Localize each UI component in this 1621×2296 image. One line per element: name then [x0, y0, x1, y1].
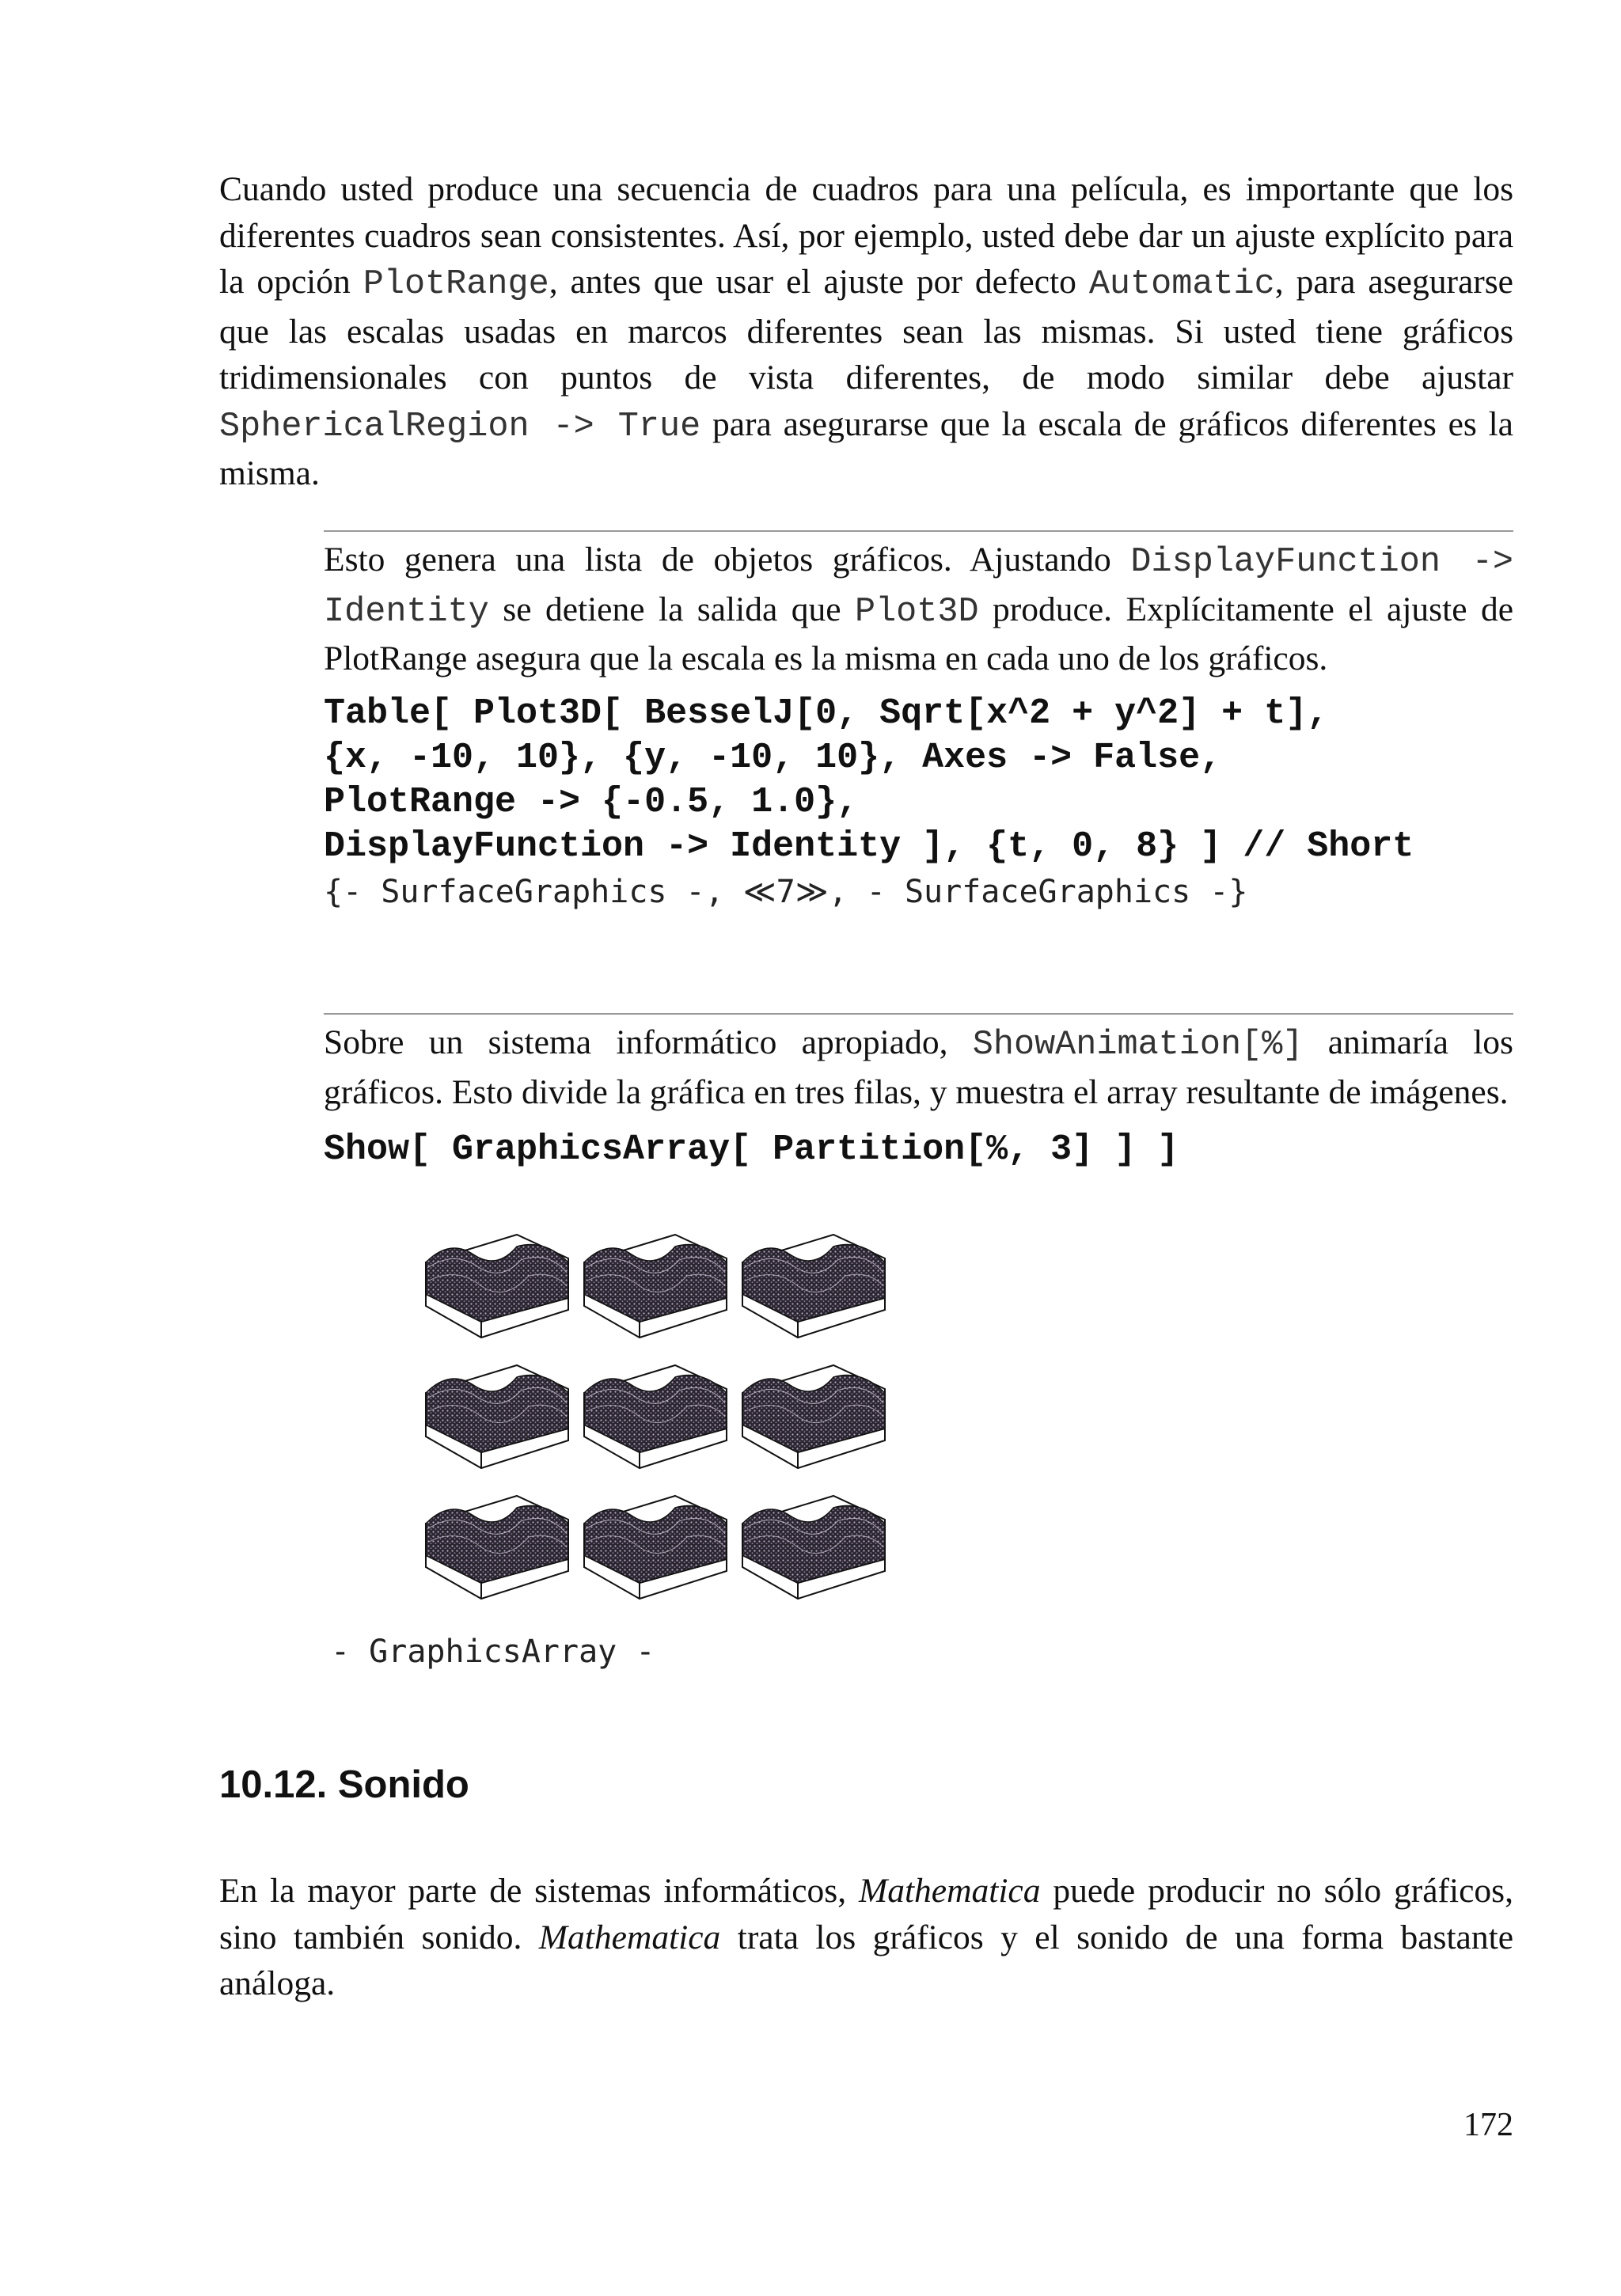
surface-frame-1 — [426, 1235, 568, 1338]
code-line: Table[ Plot3D[ BesselJ[0, Sqrt[x^2 + y^2] + t], — [324, 693, 1329, 734]
inline-code-automatic: Automatic — [1088, 265, 1275, 304]
section-divider — [324, 1013, 1513, 1015]
text-span: Cuando usted produce una secuencia de cuadros para una película, es importante que los diferentes cuadros sean consistentes. Así, por ejemplo, usted debe dar un ajuste explícito para la opción — [219, 170, 1513, 301]
text-span: produce. Explícitamente el ajuste de PlotRange asegura que la escala es la misma en cada uno de los gráficos. — [324, 590, 1513, 677]
text-span: para asegurarse que la escala de gráficos diferentes es la misma. — [219, 404, 1513, 492]
table-example-block — [324, 537, 1513, 912]
code-line: DisplayFunction -> Identity ], {t, 0, 8} ] // Short — [324, 825, 1414, 867]
code-line: PlotRange -> {-0.5, 1.0}, — [324, 781, 859, 822]
text-span: Sobre un sistema informático apropiado, — [324, 1023, 973, 1061]
emphasis-mathematica: Mathematica — [858, 1872, 1041, 1910]
section-divider — [324, 530, 1513, 532]
table-explanation — [324, 537, 1513, 682]
page-number: 172 — [1463, 2107, 1513, 2143]
surface-frame-2 — [584, 1235, 727, 1338]
section-heading: 10.12. Sonido — [219, 1763, 469, 1806]
surface-frame-4 — [426, 1365, 568, 1468]
text-span: trata los gráficos y el sonido de una forma bastante análoga. — [219, 1918, 1514, 2002]
text-span: En la mayor parte de sistemas informáticos, — [219, 1872, 859, 1910]
text-span: Esto genera una lista de objetos gráficos. Ajustando — [324, 541, 1131, 579]
animation-explanation — [324, 1019, 1513, 1115]
surface-frame-9 — [742, 1496, 885, 1599]
text-span: se detiene la salida que — [488, 590, 855, 628]
output-cell-graphicsarray: - GraphicsArray - — [331, 1634, 655, 1670]
text-span: , antes que usar el ajuste por defecto — [549, 263, 1089, 301]
emphasis-mathematica: Mathematica — [538, 1918, 721, 1956]
surface-frame-7 — [426, 1496, 568, 1599]
input-cell-table — [324, 692, 1513, 869]
text-span: , para asegurarse que las escalas usadas en marcos diferentes sean las mismas. Si usted tiene gráficos tridimensionales con puntos de vista diferentes, de modo similar debe ajustar — [219, 263, 1513, 397]
inline-code-sphericalregion: SphericalRegion -> True — [219, 407, 701, 446]
input-cell-show: Show[ GraphicsArray[ Partition[%, 3] ] ] — [324, 1129, 1179, 1170]
inline-code-showanimation: ShowAnimation[%] — [972, 1026, 1304, 1065]
text-span: puede producir no sólo gráficos, sino también sonido. — [219, 1872, 1513, 1956]
output-cell-short: {- SurfaceGraphics -, ≪7≫, - SurfaceGraphics -} — [324, 873, 1248, 910]
surface-frame-8 — [584, 1496, 727, 1599]
inline-code-displayfunction: DisplayFunction -> Identity — [324, 543, 1513, 632]
sound-paragraph — [219, 1868, 1513, 2007]
graphics-array-image — [418, 1227, 893, 1622]
inline-code-plot3d: Plot3D — [854, 592, 979, 632]
surface-frame-3 — [742, 1235, 885, 1338]
code-line: {x, -10, 10}, {y, -10, 10}, Axes -> False, — [324, 737, 1222, 778]
intro-paragraph — [219, 166, 1513, 497]
surface-frame-6 — [742, 1365, 885, 1468]
surface-frame-5 — [584, 1365, 727, 1468]
graphicsarray-example-block — [324, 1019, 1513, 1172]
text-span: animaría los gráficos. Esto divide la gráfica en tres filas, y muestra el array resultante de imágenes. — [324, 1023, 1513, 1111]
inline-code-plotrange: PlotRange — [363, 265, 549, 304]
